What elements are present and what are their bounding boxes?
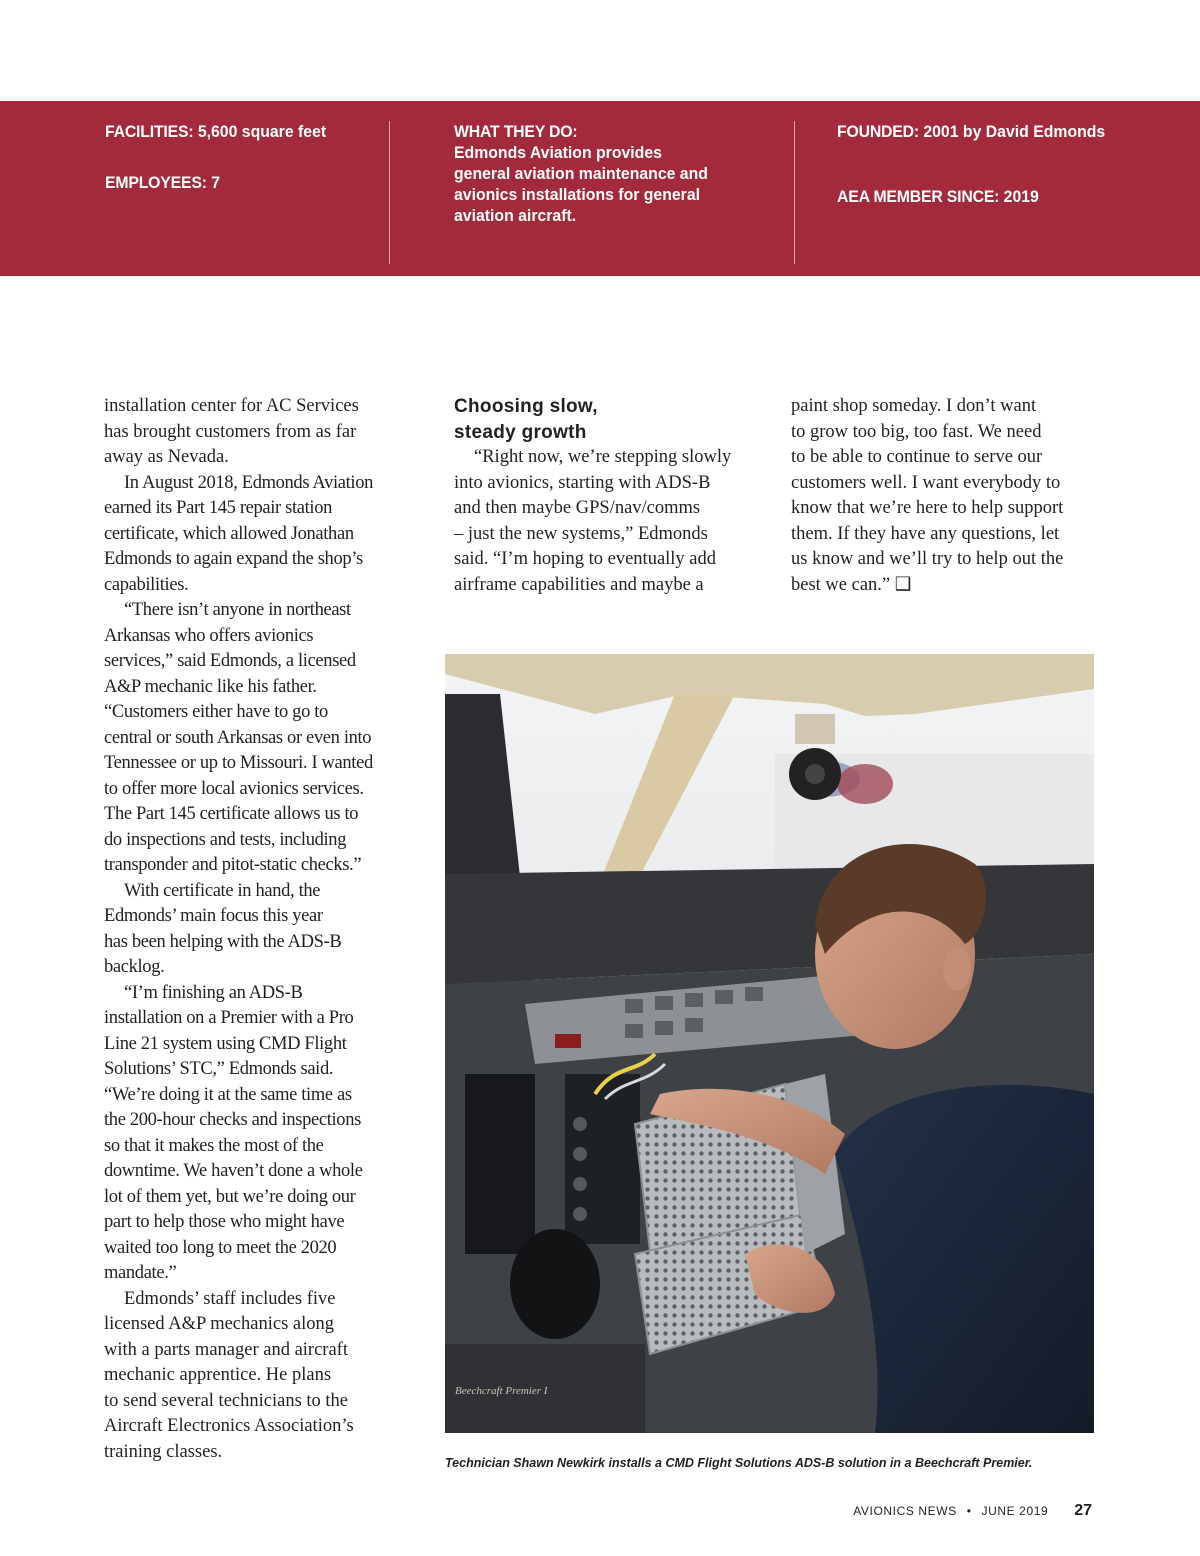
member-label: AEA MEMBER SINCE:	[837, 187, 1000, 206]
body-line: into avionics, starting with ADS-B	[454, 472, 711, 493]
body-line: “Right now, we’re stepping slowly	[474, 447, 732, 467]
body-line: us know and we’ll try to help out the	[791, 549, 1064, 569]
body-line: With certificate in hand, the	[124, 880, 321, 901]
body-line: certificate, which allowed Jonathan	[104, 523, 354, 544]
body-line: waited too long to meet the 2020	[104, 1237, 337, 1258]
body-line: mechanic apprentice. He plans	[104, 1365, 332, 1385]
footer-bullet: •	[966, 1504, 972, 1518]
body-line: customers well. I want everybody to	[791, 472, 1061, 493]
body-line: capabilities.	[104, 574, 189, 595]
body-line: “I’m finishing an ADS-B	[124, 982, 303, 1003]
body-line: to send several technicians to the	[104, 1390, 349, 1411]
body-line: Arkansas who offers avionics	[104, 625, 314, 646]
body-line: Tennessee or up to Missouri. I wanted	[104, 753, 373, 773]
body-line: A&P mechanic like his father.	[104, 676, 317, 697]
body-line: to offer more local avionics services.	[104, 778, 364, 799]
what-line: Edmonds Aviation provides	[454, 143, 662, 162]
body-line: the 200-hour checks and inspections	[104, 1110, 361, 1130]
body-line: said. “I’m hoping to eventually add	[454, 549, 717, 569]
body-line: central or south Arkansas or even into	[104, 727, 372, 748]
article-column-3	[791, 394, 1101, 598]
body-line: earned its Part 145 repair station	[104, 498, 333, 518]
what-line: aviation aircraft.	[454, 206, 577, 225]
banner-col-founded	[837, 121, 1105, 207]
body-line: “There isn’t anyone in northeast	[124, 600, 351, 620]
body-line: downtime. We haven’t done a whole	[104, 1161, 363, 1181]
body-line: so that it makes the most of the	[104, 1135, 324, 1156]
photo-caption: Technician Shawn Newkirk installs a CMD Flight Solutions ADS-B solution in a Beechcraft Premier.	[445, 1456, 1033, 1470]
what-label: WHAT THEY DO:	[454, 122, 578, 141]
body-line: has brought customers from as far	[104, 421, 357, 442]
body-line: airframe capabilities and maybe a	[454, 574, 704, 595]
body-line: training classes.	[104, 1441, 223, 1462]
body-line: services,” said Edmonds, a licensed	[104, 651, 356, 671]
banner-col-what	[454, 121, 708, 226]
article-column-2	[454, 394, 764, 598]
section-heading	[454, 394, 764, 445]
cockpit-photo-illustration	[445, 654, 1094, 1433]
body-line: away as Nevada.	[104, 447, 229, 467]
body-line: part to help those who might have	[104, 1212, 345, 1232]
publication-name: AVIONICS NEWS	[853, 1504, 957, 1518]
body-line: to grow too big, too fast. We need	[791, 421, 1042, 442]
body-line: has been helping with the ADS-B	[104, 931, 342, 952]
employees-value: 7	[206, 173, 221, 192]
founded-label: FOUNDED:	[837, 122, 919, 141]
body-line: installation center for AC Services	[104, 396, 359, 416]
employees-label: EMPLOYEES:	[105, 173, 207, 192]
body-line: “We’re doing it at the same time as	[104, 1084, 352, 1105]
cockpit-photo	[445, 654, 1094, 1433]
banner-divider	[389, 121, 390, 264]
body-line: “Customers either have to go to	[104, 702, 328, 722]
body-line: The Part 145 certificate allows us to	[104, 804, 359, 824]
body-line: know that we’re here to help support	[791, 498, 1064, 518]
page-number: 27	[1074, 1502, 1092, 1519]
body-line: backlog.	[104, 957, 165, 977]
body-line: to be able to continue to serve our	[791, 447, 1043, 467]
body-line: lot of them yet, but we’re doing our	[104, 1186, 356, 1207]
body-line: Edmonds’ main focus this year	[104, 906, 323, 926]
what-line: avionics installations for general	[454, 185, 701, 204]
info-banner	[0, 101, 1200, 276]
founded-value: 2001 by David Edmonds	[918, 122, 1106, 141]
body-line: Solutions’ STC,” Edmonds said.	[104, 1059, 334, 1079]
panel-placard-text: Beechcraft Premier I	[455, 1385, 548, 1397]
body-line: Edmonds to again expand the shop’s	[104, 549, 363, 569]
article-column-1	[104, 394, 404, 1465]
body-line: and then maybe GPS/nav/comms	[454, 498, 701, 518]
banner-divider	[794, 121, 795, 264]
facilities-label: FACILITIES:	[105, 122, 194, 141]
body-line: paint shop someday. I don’t want	[791, 396, 1037, 416]
heading-line: steady growth	[454, 421, 587, 443]
body-line: best we can.” ❑	[791, 574, 912, 595]
body-line: Aircraft Electronics Association’s	[104, 1416, 354, 1436]
body-line: with a parts manager and aircraft	[104, 1339, 348, 1360]
body-line: installation on a Premier with a Pro	[104, 1008, 354, 1028]
body-line: In August 2018, Edmonds Aviation	[124, 472, 374, 493]
body-line: licensed A&P mechanics along	[104, 1314, 334, 1334]
body-line: – just the new systems,” Edmonds	[454, 523, 708, 544]
issue-date: JUNE 2019	[981, 1504, 1049, 1518]
body-line: do inspections and tests, including	[104, 829, 347, 850]
member-value: 2019	[999, 187, 1039, 206]
body-line: them. If they have any questions, let	[791, 523, 1060, 544]
heading-line: Choosing slow,	[454, 396, 598, 417]
page-footer	[853, 1502, 1092, 1520]
body-line: Edmonds’ staff includes five	[124, 1288, 336, 1309]
body-line: transponder and pitot-static checks.”	[104, 855, 362, 875]
facilities-value: 5,600 square feet	[193, 122, 327, 141]
what-line: general aviation maintenance and	[454, 164, 708, 183]
banner-col-facilities	[105, 121, 326, 193]
body-line: mandate.”	[104, 1263, 177, 1283]
body-line: Line 21 system using CMD Flight	[104, 1033, 347, 1054]
